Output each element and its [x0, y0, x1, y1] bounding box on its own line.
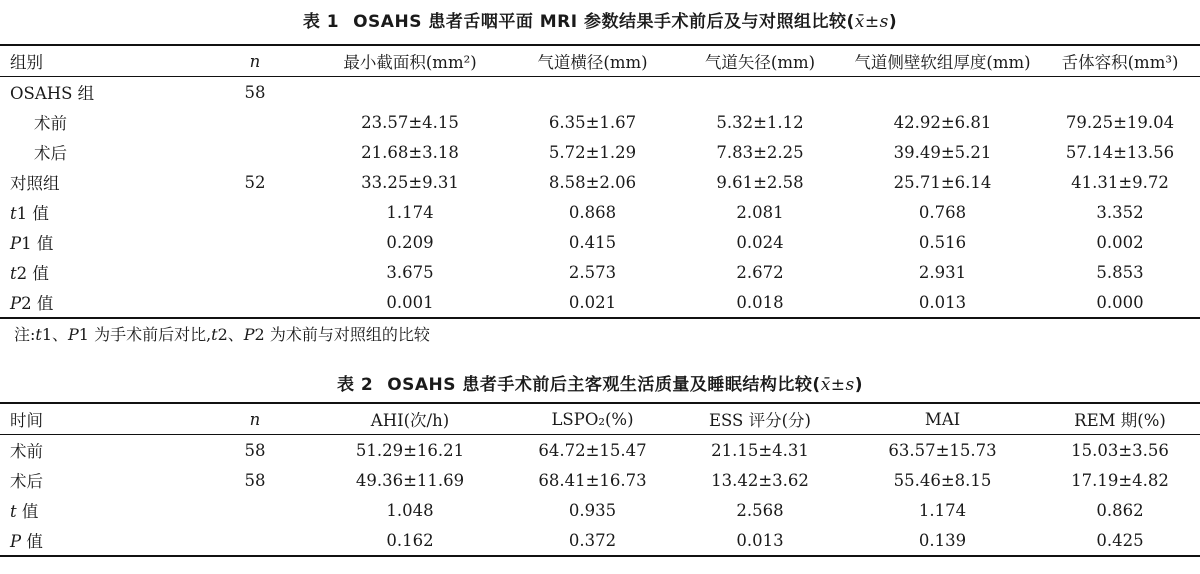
- table-1-title-stat: x̄±s: [854, 12, 889, 32]
- cell: 2.672: [736, 262, 784, 282]
- table-row: [0, 137, 1200, 167]
- row-label: [0, 257, 200, 287]
- cell: 49.36±11.69: [355, 470, 465, 490]
- cell: 41.31±9.72: [1071, 172, 1169, 192]
- cell: 51.29±16.21: [355, 440, 465, 460]
- stat-symbol: t: [10, 502, 17, 521]
- cell: 9.61±2.58: [716, 172, 804, 192]
- table-1: [0, 44, 1200, 319]
- table-1-header-transverse: 气道横径(mm): [537, 53, 648, 72]
- cell-n: [200, 525, 310, 556]
- cell: [510, 77, 675, 108]
- cell: 0.021: [568, 292, 617, 312]
- row-label: [0, 287, 200, 318]
- stat-symbol: t: [10, 264, 17, 283]
- table-row: [0, 257, 1200, 287]
- cell: 0.209: [386, 232, 434, 252]
- note-symbol: t: [35, 325, 42, 344]
- stat-suffix: 1 值: [16, 204, 49, 223]
- row-label: 对照组: [10, 174, 60, 193]
- table-2-title-close: ): [854, 375, 864, 395]
- table-1-header-tongue-volume: 舌体容积(mm³): [1061, 53, 1179, 72]
- table-2-header-mai: MAI: [924, 409, 961, 429]
- cell: 8.58±2.06: [548, 172, 637, 192]
- table-2: [0, 402, 1200, 557]
- table-1-header-row: [0, 45, 1200, 77]
- cell: 0.002: [1096, 232, 1144, 252]
- cell-n: [200, 287, 310, 318]
- table-row: [0, 227, 1200, 257]
- table-row: [0, 435, 1200, 466]
- cell: 33.25±9.31: [361, 172, 459, 192]
- note-text: 2 为术前与对照组的比较: [254, 325, 430, 344]
- table-1-title-close: ): [888, 12, 898, 32]
- cell: 57.14±13.56: [1065, 142, 1175, 162]
- table-row: [0, 77, 1200, 108]
- cell-n: 58: [244, 440, 266, 460]
- stat-suffix: 2 值: [21, 294, 54, 313]
- cell: 0.862: [1096, 500, 1144, 520]
- note-text: 2、: [217, 325, 244, 344]
- cell: 3.352: [1096, 202, 1144, 222]
- table-row: [0, 525, 1200, 556]
- table-2-header-ahi: AHI(次/h): [370, 411, 450, 430]
- cell: 55.46±8.15: [893, 470, 992, 490]
- cell: 2.568: [736, 500, 784, 520]
- cell: 79.25±19.04: [1065, 112, 1175, 132]
- cell: 2.573: [568, 262, 617, 282]
- table-1-header-min-area: 最小截面积(mm²): [343, 53, 477, 72]
- cell-n: 52: [244, 172, 266, 192]
- table-2-header-ess: ESS 评分(分): [709, 411, 811, 430]
- note-symbol: P: [68, 325, 79, 344]
- cell: 0.935: [568, 500, 617, 520]
- table-2-header-rem: REM 期(%): [1074, 411, 1166, 430]
- stat-symbol: P: [10, 532, 22, 551]
- table-2-header-lspo2: LSPO₂(%): [551, 409, 634, 429]
- stat-suffix: 2 值: [16, 264, 49, 283]
- row-label: OSAHS 组: [10, 84, 95, 103]
- table-2-header-row: [0, 403, 1200, 435]
- cell: 6.35±1.67: [548, 112, 637, 132]
- row-label: [0, 495, 200, 525]
- note-symbol: P: [243, 325, 255, 344]
- cell: 0.013: [736, 530, 784, 550]
- cell: 0.516: [918, 232, 967, 252]
- table-1-header-wall-thickness: 气道侧壁软组厚度(mm): [854, 53, 1031, 72]
- cell: 39.49±5.21: [893, 142, 992, 162]
- table-2-title-text: OSAHS 患者手术前后主客观生活质量及睡眠结构比较(: [387, 375, 821, 395]
- cell: 63.57±15.73: [888, 440, 997, 460]
- row-label: 术前: [34, 114, 67, 133]
- cell: 0.162: [386, 530, 434, 550]
- table-2-header-time: 时间: [10, 411, 43, 430]
- cell: [310, 77, 510, 108]
- cell: 23.57±4.15: [361, 112, 459, 132]
- row-label: 术后: [34, 144, 67, 163]
- table-1-header-group: 组别: [10, 53, 43, 72]
- cell-n: [200, 137, 310, 167]
- cell: 0.000: [1096, 292, 1144, 312]
- cell: 0.425: [1096, 530, 1144, 550]
- table-row: [0, 465, 1200, 495]
- cell-n: [200, 107, 310, 137]
- cell: 25.71±6.14: [893, 172, 992, 192]
- note-text: 1 为手术前后对比,: [78, 325, 212, 344]
- table-1-number: 表 1: [302, 12, 340, 32]
- cell: 21.68±3.18: [361, 142, 459, 162]
- cell: 42.92±6.81: [893, 112, 992, 132]
- note-symbol: t: [211, 325, 218, 344]
- table-2-header-n: n: [249, 409, 261, 429]
- table-row: [0, 287, 1200, 318]
- cell: 7.83±2.25: [716, 142, 804, 162]
- cell: 1.174: [386, 202, 434, 222]
- stat-symbol: P: [10, 294, 22, 313]
- cell: 1.174: [918, 500, 967, 520]
- cell: 21.15±4.31: [711, 440, 809, 460]
- note-prefix: 注:: [14, 325, 36, 344]
- cell: 0.768: [918, 202, 967, 222]
- cell: 64.72±15.47: [538, 440, 647, 460]
- cell: 5.72±1.29: [548, 142, 637, 162]
- table-1-header-sagittal: 气道矢径(mm): [704, 53, 816, 72]
- stat-suffix: 1 值: [21, 234, 54, 253]
- cell: 0.001: [386, 292, 434, 312]
- cell: 68.41±16.73: [538, 470, 647, 490]
- row-label: 术前: [10, 442, 43, 461]
- stat-suffix: 值: [16, 502, 39, 521]
- cell-n: [200, 257, 310, 287]
- row-label: [0, 525, 200, 556]
- cell-n: 58: [244, 470, 266, 490]
- cell: 15.03±3.56: [1071, 440, 1169, 460]
- cell-n: [200, 227, 310, 257]
- table-1-header-n: n: [249, 51, 261, 71]
- cell: 17.19±4.82: [1071, 470, 1169, 490]
- table-1-title-text: OSAHS 患者舌咽平面 MRI 参数结果手术前后及与对照组比较(: [353, 12, 855, 32]
- table-row: [0, 197, 1200, 227]
- row-label: [0, 227, 200, 257]
- cell: [675, 77, 845, 108]
- row-label: 术后: [10, 472, 43, 491]
- stat-symbol: P: [10, 234, 22, 253]
- cell: 0.415: [568, 232, 617, 252]
- cell: 2.081: [736, 202, 784, 222]
- row-label: [0, 197, 200, 227]
- table-row: [0, 107, 1200, 137]
- cell-n: [200, 495, 310, 525]
- cell: [1040, 77, 1200, 108]
- note-text: 1、: [41, 325, 69, 344]
- table-row: [0, 495, 1200, 525]
- cell: 0.024: [736, 232, 784, 252]
- table-1-note: [0, 319, 1200, 351]
- stat-suffix: 值: [21, 532, 43, 551]
- cell: 5.853: [1096, 262, 1144, 282]
- cell-n: 58: [244, 82, 266, 102]
- table-2-title: [0, 368, 1200, 402]
- cell: [845, 77, 1040, 108]
- cell: 0.013: [918, 292, 967, 312]
- table-2-title-stat: x̄±s: [820, 375, 855, 395]
- cell: 0.372: [568, 530, 617, 550]
- cell: 0.018: [736, 292, 784, 312]
- table-2-number: 表 2: [336, 375, 374, 395]
- cell: 2.931: [918, 262, 967, 282]
- cell-n: [200, 197, 310, 227]
- table-2-block: [0, 368, 1200, 557]
- cell: 5.32±1.12: [716, 112, 804, 132]
- cell: 0.868: [568, 202, 617, 222]
- cell: 13.42±3.62: [711, 470, 809, 490]
- table-row: [0, 167, 1200, 197]
- cell: 1.048: [386, 500, 434, 520]
- cell: 3.675: [386, 262, 434, 282]
- stat-symbol: t: [10, 204, 17, 223]
- cell: 0.139: [918, 530, 967, 550]
- table-1-title: [0, 0, 1200, 44]
